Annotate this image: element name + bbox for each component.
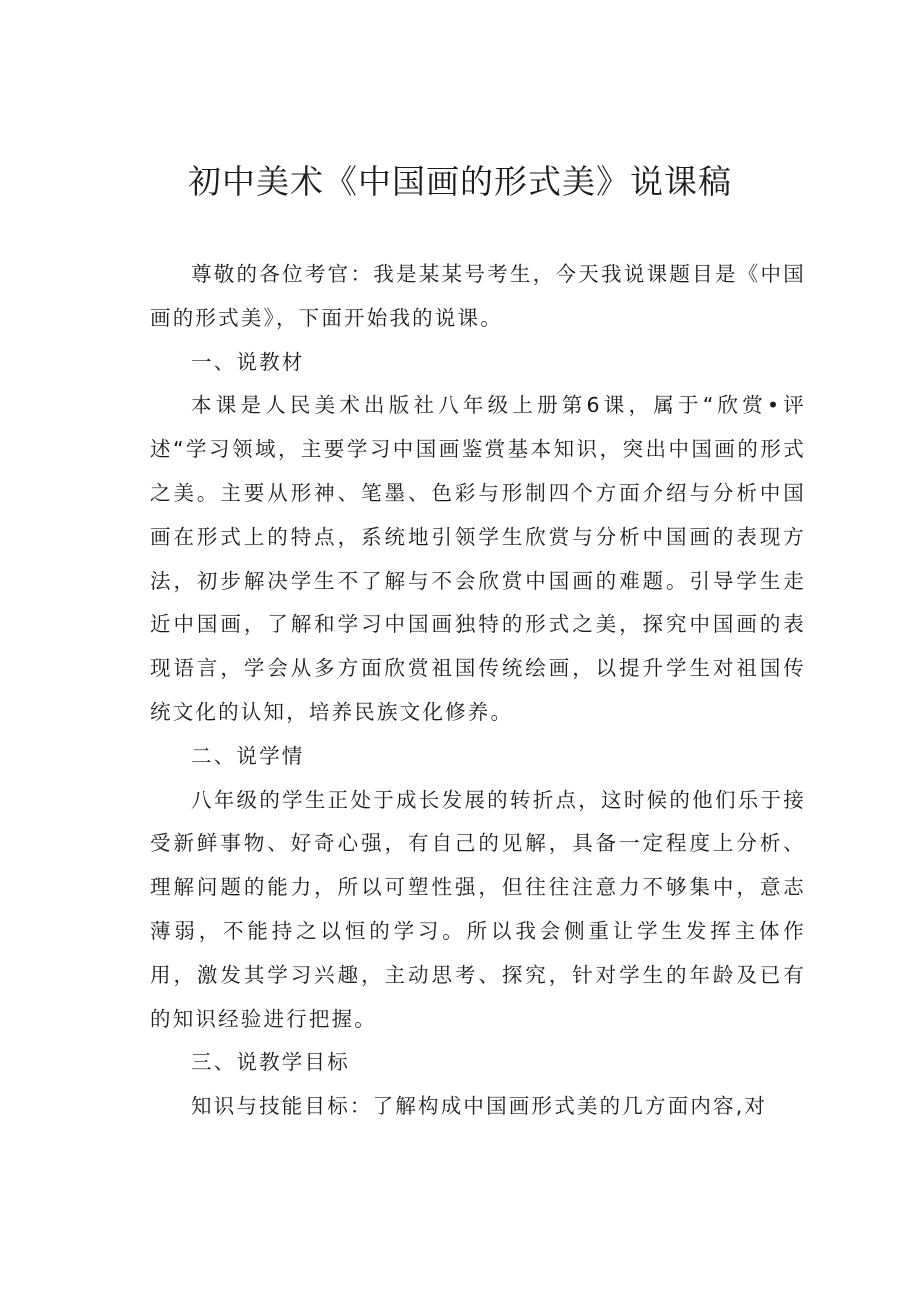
document-body [150,253,806,1129]
paragraph-textbook: 本课是人民美术出版社八年级上册第6课，属于“欣赏•评述“学习领域，主要学习中国画鉴赏基本知识，突出中国画的形式之美。主要从形神、笔墨、色彩与形制四个方面介绍与分析中国画在形式上的特点，系统地引领学生欣赏与分析中国画的表现方法，初步解决学生不了解与不会欣赏中国画的难题。引导学生走近中国画，了解和学习中国画独特的形式之美，探究中国画的表现语言，学会从多方面欣赏祖国传统绘画，以提升学生对祖国传统文化的认知，培养民族文化修养。 [150,393,806,724]
section-heading-textbook: 一、说教材 [191,349,305,374]
paragraph-intro: 尊敬的各位考官：我是某某号考生，今天我说课题目是《中国画的形式美》，下面开始我的说课。 [150,262,806,330]
document-title: 初中美术《中国画的形式美》说课稿 [188,162,732,201]
paragraph-students: 八年级的学生正处于成长发展的转折点，这时候的他们乐于接受新鲜事物、好奇心强，有自己的见解，具备一定程度上分析、理解问题的能力，所以可塑性强，但往往注意力不够集中，意志薄弱，不能持之以恒的学习。所以我会侧重让学生发挥主体作用，激发其学习兴趣，主动思考、探究，针对学生的年龄及已有的知识经验进行把握。 [150,787,806,1031]
section-heading-objectives: 三、说教学目标 [191,1050,350,1075]
section-heading-students: 二、说学情 [191,743,305,768]
paragraph-objectives: 知识与技能目标：了解构成中国画形式美的几方面内容,对 [191,1094,768,1119]
